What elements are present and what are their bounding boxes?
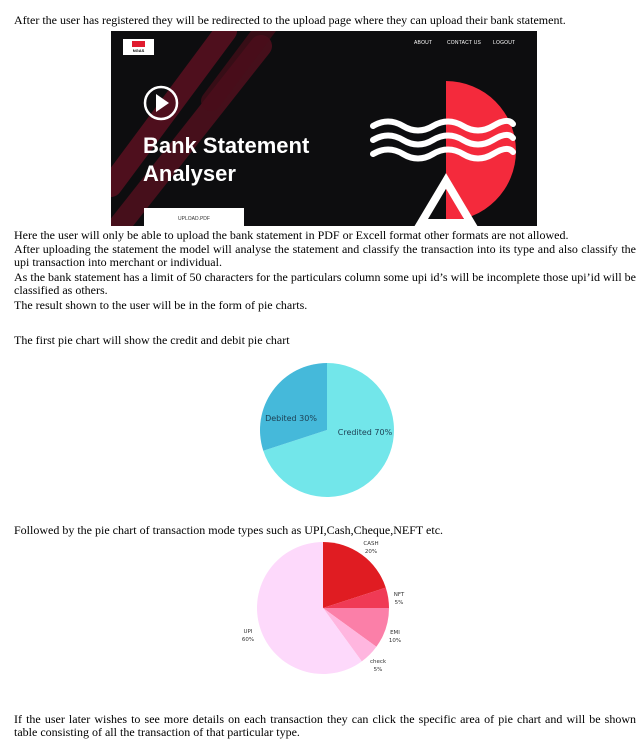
nav-about[interactable]: ABOUT [414,40,433,46]
pie-percent-check: 5% [373,667,383,673]
intro-text: After the user has registered they will be redirected to the upload page where they can upload their bank statement. [14,13,566,27]
paragraph-mode-pie: Followed by the pie chart of transaction mode types such as UPI,Cash,Cheque,NEFT etc. [14,523,444,537]
paragraph-first-pie: The first pie chart will show the credit and debit pie chart [14,333,290,347]
upload-pdf-button[interactable]: UPLOAD.PDF [144,208,244,226]
pie-label-cash: CASH [363,541,379,547]
pie-label-debited: Debited 30% [265,414,317,423]
pie-percent-cash: 20% [364,549,378,555]
pie-label-emi: EMI [390,630,400,636]
paragraph-upi-limit: As the bank statement has a limit of 50 characters for the particulars column some upi id’s will be incomplete those upi’id will be classified as others. [14,270,636,298]
pie-percent-nft: 5% [394,600,404,606]
credit-debit-pie-chart[interactable] [255,358,400,503]
paragraph-upload-formats: Here the user will only be able to upload the bank statement in PDF or Excell format other formats are not allowed. [14,228,569,242]
title-line-2: Analyser [143,161,236,186]
upload-page-screenshot [111,31,537,226]
pie-label-credited: Credited 70% [337,428,393,437]
banner-background [111,31,537,226]
pie-label-upi: UPI [243,629,253,635]
pie-label-nft: NFT [393,592,405,598]
nav-logout[interactable]: LOGOUT [493,40,516,46]
pie-percent-upi: 60% [241,637,255,643]
logo[interactable] [123,39,154,55]
title-line-1: Bank Statement [143,133,310,158]
pie-percent-emi: 10% [388,638,402,644]
logo-mark-icon [132,41,145,47]
transaction-mode-pie-chart[interactable] [225,535,425,685]
paragraph-details-table: If the user later wishes to see more details on each transaction they can click the specific area of pie chart and will be shown table consisting of all the transaction of that particular type. [14,712,636,740]
page-title [143,132,309,188]
paragraph-classification: After uploading the statement the model will analyse the statement and classify the transaction into its type and also classify the upi transaction into merchant or individual. [14,242,636,270]
nav-contact-us[interactable]: CONTACT US [447,40,482,46]
pie-label-check: check [369,659,387,665]
logo-text: NGAS [132,48,145,53]
paragraph-result-form: The result shown to the user will be in the form of pie charts. [14,298,308,312]
